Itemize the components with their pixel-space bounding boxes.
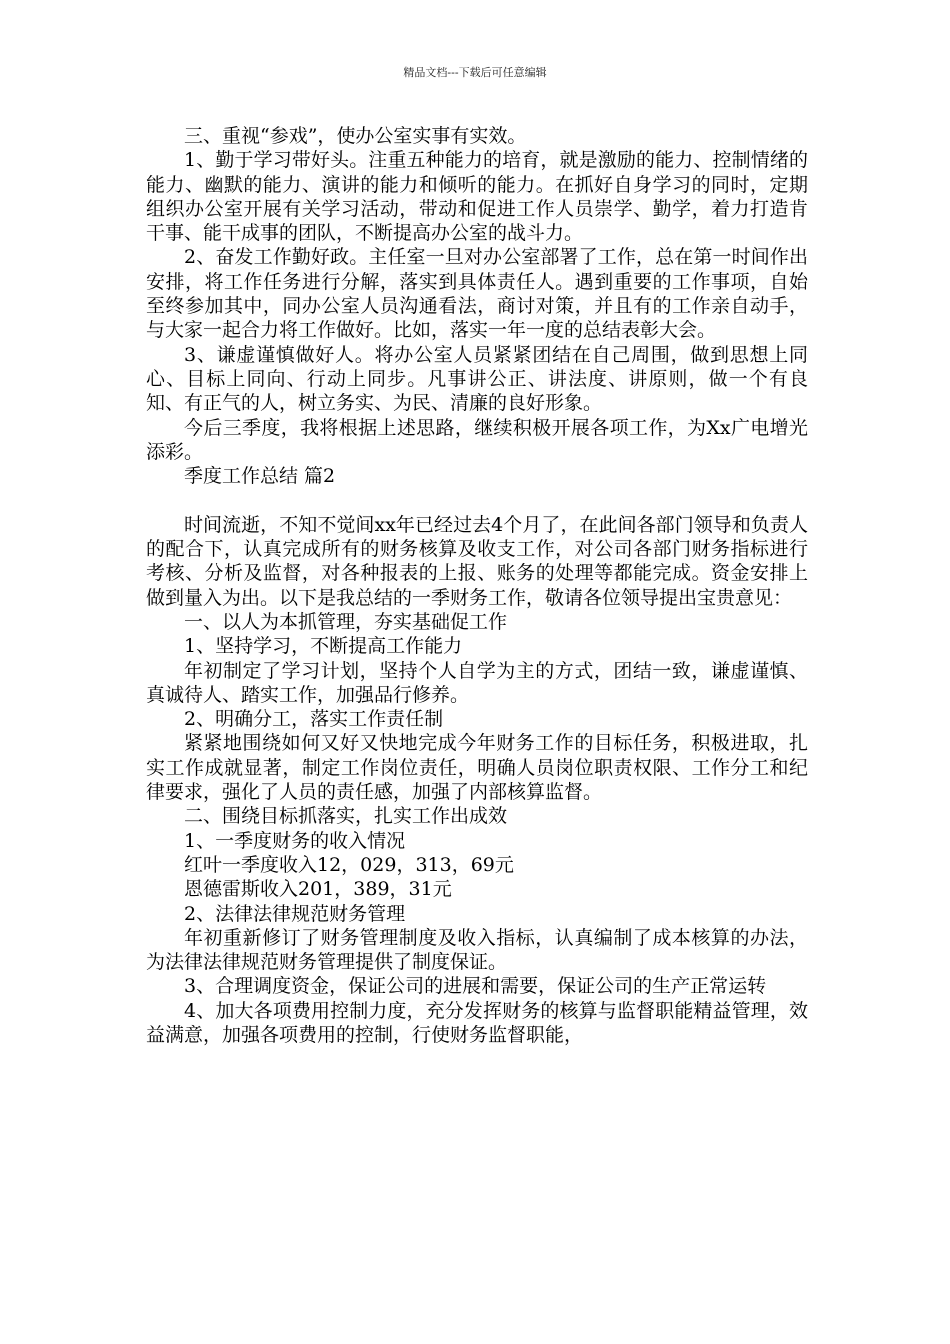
paragraph-modest: 3、谦虚谨慎做好人。将办公室人员紧紧团结在自己周围，做到思想上同心、目标上同向、行动上同步。凡事讲公正、讲法度、讲原则，做一个有良知、有正气的人，树立务实、为民、清廉的良好形象。 — [146, 343, 808, 415]
paragraph-intro: 时间流逝，不知不觉间xx年已经过去4个月了，在此间各部门领导和负责人的配合下，认真完成所有的财务核算及收支工作，对公司各部门财务指标进行考核、分析及监督，对各种报表的上报、账务的处理等都能完成。资金安排上做到量入为出。以下是我总结的一季财务工作，敬请各位领导提出宝贵意见： — [146, 513, 808, 609]
section-heading-one: 一、以人为本抓管理，夯实基础促工作 — [184, 610, 508, 633]
page-header: 精品文档---下载后可任意编辑 — [403, 66, 547, 79]
income-line-endress: 恩德雷斯收入201，389，31元 — [184, 878, 452, 901]
subheading-learning: 1、坚持学习，不断提高工作能力 — [184, 635, 463, 658]
paragraph-study: 1、勤于学习带好头。注重五种能力的培育，就是激励的能力、控制情绪的能力、幽默的能力、演讲的能力和倾听的能力。在抓好自身学习的同时，定期组织办公室开展有关学习活动，带动和促进工作人员崇学、勤学，着力打造肯干事、能干成事的团队，不断提高办公室的战斗力。 — [146, 149, 808, 245]
paragraph-division: 紧紧地围绕如何又好又快地完成今年财务工作的目标任务，积极进取，扎实工作成就显著，制定工作岗位责任，明确人员岗位职责权限、工作分工和纪律要求，强化了人员的责任感，加强了内部核算监督。 — [146, 732, 808, 804]
section-heading-two: 二、围绕目标抓落实，扎实工作出成效 — [184, 805, 508, 828]
section-heading-three: 三、重视“参戏”，使办公室实事有实效。 — [184, 125, 527, 147]
paragraph-work: 2、奋发工作勤好政。主任室一旦对办公室部署了工作，总在第一时间作出安排，将工作任务进行分解，落实到具体责任人。遇到重要的工作事项，自始至终参加其中，同办公室人员沟通看法，商讨对策，并且有的工作亲自动手，与大家一起合力将工作做好。比如，落实一年一度的总结表彰大会。 — [146, 246, 808, 342]
paragraph-learning: 年初制定了学习计划，坚持个人自学为主的方式，团结一致，谦虚谨慎、真诚待人、踏实工作，加强品行修养。 — [146, 659, 808, 706]
subheading-division: 2、明确分工，落实工作责任制 — [184, 708, 444, 731]
blank-line — [146, 488, 808, 512]
income-line-hongye: 红叶一季度收入12，029，313，69元 — [184, 853, 514, 876]
paragraph-future: 今后三季度，我将根据上述思路，继续积极开展各项工作，为Xx广电增光添彩。 — [146, 416, 808, 463]
paragraph-cost-control: 4、加大各项费用控制力度，充分发挥财务的核算与监督职能精益管理，效益满意，加强各项费用的控制，行使财务监督职能， — [146, 999, 808, 1046]
article-title: 季度工作总结 篇2 — [184, 465, 336, 488]
paragraph-regulation: 年初重新修订了财务管理制度及收入指标，认真编制了成本核算的办法，为法律法律规范财务管理提供了制度保证。 — [146, 926, 808, 974]
subheading-regulation: 2、法律法律规范财务管理 — [184, 902, 406, 925]
paragraph-funds: 3、合理调度资金，保证公司的进展和需要，保证公司的生产正常运转 — [184, 975, 767, 998]
document-body — [146, 124, 808, 1047]
subheading-income: 1、一季度财务的收入情况 — [184, 829, 406, 852]
